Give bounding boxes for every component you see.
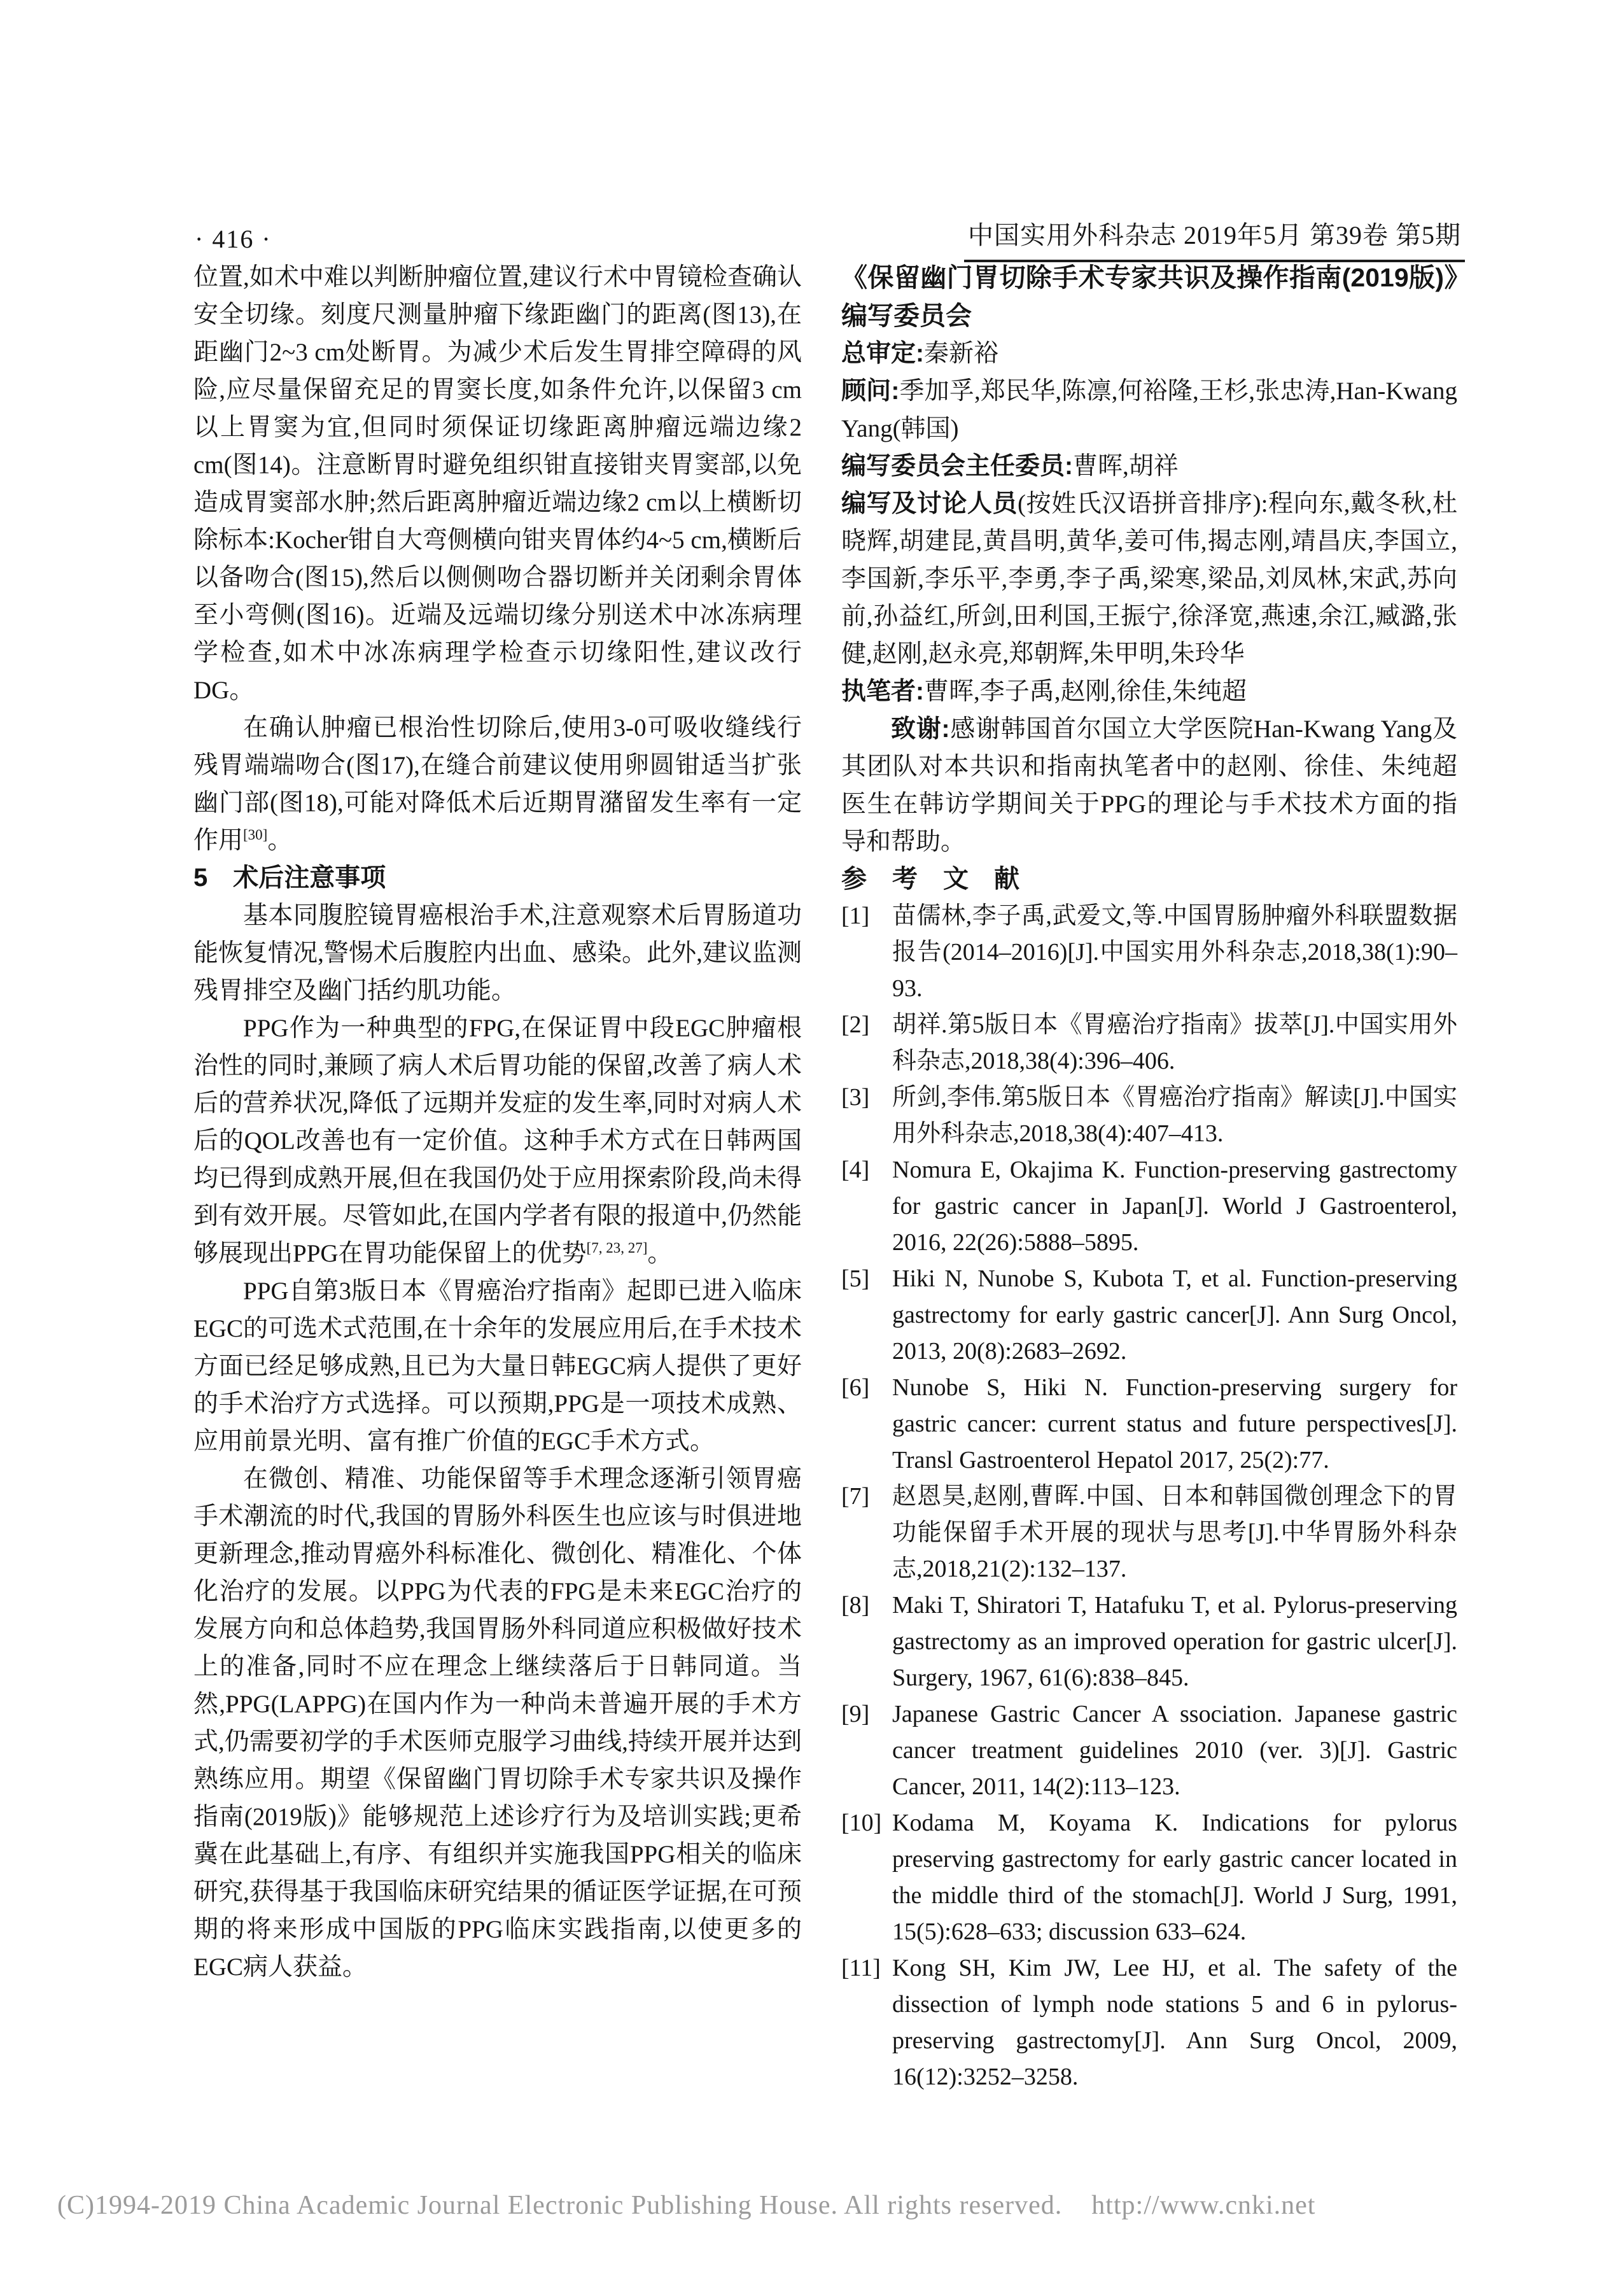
committee-row xyxy=(841,673,1457,710)
committee-row xyxy=(841,372,1457,447)
reference-item xyxy=(841,1587,1457,1696)
body-paragraph: 在微创、精准、功能保留等手术理念逐渐引领胃癌手术潮流的时代,我国的胃肠外科医生也应该与时俱进地更新理念,推动胃癌外科标准化、微创化、精准化、个体化治疗的发展。以PPG为代表的FPG是未来EGC治疗的发展方向和总体趋势,我国胃肠外科同道应积极做好技术上的准备,同时不应在理念上继续落后于日韩同道。当然,PPG(LAPPG)在国内作为一种尚未普遍开展的手术方式,仍需要初学的手术医师克服学习曲线,持续开展并达到熟练应用。期望《保留幽门胃切除手术专家共识及操作指南(2019版)》能够规范上述诊疗行为及培训实践;更希冀在此基础上,有序、有组织并实施我国PPG相关的临床研究,获得基于我国临床研究结果的循证医学证据,在可预期的将来形成中国版的PPG临床实践指南,以使更多的EGC病人获益。 xyxy=(193,1465,802,1981)
committee-row xyxy=(841,710,1457,861)
references-list xyxy=(841,898,1457,2095)
committee-role-label: 编写委员会主任委员: xyxy=(841,453,1073,480)
body-paragraph: 基本同腹腔镜胃癌根治手术,注意观察术后胃肠道功能恢复情况,警惕术后腹腔内出血、感染。此外,建议监测残胃排空及幽门括约肌功能。 xyxy=(193,902,802,1004)
reference-text: Hiki N, Nunobe S, Kubota T, et al. Function-preserving gastrectomy for early gastric cancer[J]. Ann Surg Oncol, 2013, 20(8):2683–2692. xyxy=(892,1265,1457,1365)
reference-text: Maki T, Shiratori T, Hatafuku T, et al. Pylorus-preserving gastrectomy as an improved operation for gastric ulcer[J]. Surgery, 1967, 61(6):838–845. xyxy=(892,1592,1457,1691)
body-paragraph: 在确认肿瘤已根治性切除后,使用3-0可吸收缝线行残胃端端吻合(图17),在缝合前建议使用卵圆钳适当扩张幽门部(图18),可能对降低术后近期胃潴留发生率有一定作用[30]。 xyxy=(193,714,802,854)
committee-row xyxy=(841,447,1457,485)
reference-text: 苗儒林,李子禹,武爱文,等.中国胃肠肿瘤外科联盟数据报告(2014–2016)[J].中国实用外科杂志,2018,38(1):90–93. xyxy=(892,903,1457,1002)
reference-item xyxy=(841,1696,1457,1805)
reference-number: [7] xyxy=(841,1483,870,1510)
right-column xyxy=(841,258,1457,2095)
committee-role-label: 执笔者: xyxy=(841,678,924,705)
citation-superscript: [30] xyxy=(243,827,268,843)
reference-text: 赵恩昊,赵刚,曹晖.中国、日本和韩国微创理念下的胃功能保留手术开展的现状与思考[J].中华胃肠外科杂志,2018,21(2):132–137. xyxy=(892,1483,1457,1582)
page-number: · 416 · xyxy=(195,225,272,253)
committee-names: 秦新裕 xyxy=(924,340,999,367)
committee-row xyxy=(841,335,1457,372)
committee-title: 《保留幽门胃切除手术专家共识及操作指南(2019版)》编写委员会 xyxy=(841,263,1457,330)
reference-number: [9] xyxy=(841,1701,870,1727)
journal-issue-line: 中国实用外科杂志 2019年5月 第39卷 第5期 xyxy=(964,220,1465,262)
reference-text: Kodama M, Koyama K. Indications for pylorus preserving gastrectomy for early gastric cancer located in the middle third of the stomach[J]. World J Surg, 1991, 15(5):628–633; discussion 633–624. xyxy=(892,1810,1457,1945)
body-paragraph: PPG自第3版日本《胃癌治疗指南》起即已进入临床EGC的可选术式范围,在十余年的发展应用后,在手术技术方面已经足够成熟,且已为大量日韩EGC病人提供了更好的手术治疗方式选择。可以预期,PPG是一项技术成熟、应用前景光明、富有推广价值的EGC手术方式。 xyxy=(193,1277,802,1455)
reference-text: 胡祥.第5版日本《胃癌治疗指南》拔萃[J].中国实用外科杂志,2018,38(4):396–406. xyxy=(892,1011,1457,1074)
left-column xyxy=(193,258,802,1986)
reference-item xyxy=(841,1007,1457,1079)
reference-item xyxy=(841,1805,1457,1950)
reference-text: 所剑,李伟.第5版日本《胃癌治疗指南》解读[J].中国实用外科杂志,2018,38(4):407–413. xyxy=(892,1084,1457,1147)
reference-text: Nunobe S, Hiki N. Function-preserving surgery for gastric cancer: current status and future perspectives[J]. Transl Gastroenterol Hepatol 2017, 25(2):77. xyxy=(892,1374,1457,1473)
citation-superscript: [7, 23, 27] xyxy=(586,1240,648,1256)
committee-row xyxy=(841,485,1457,673)
committee-names: 感谢韩国首尔国立大学医院Han-Kwang Yang及其团队对本共识和指南执笔者中的赵刚、徐佳、朱纯超医生在韩访学期间关于PPG的理论与手术技术方面的指导和帮助。 xyxy=(841,715,1457,855)
reference-text: Nomura E, Okajima K. Function-preserving gastrectomy for gastric cancer in Japan[J]. World J Gastroenterol, 2016, 22(26):5888–5895. xyxy=(892,1157,1457,1256)
reference-item xyxy=(841,1079,1457,1152)
committee-names: 季加孚,郑民华,陈凛,何裕隆,王杉,张忠涛,Han-Kwang Yang(韩国) xyxy=(841,377,1457,442)
reference-item xyxy=(841,898,1457,1007)
reference-number: [2] xyxy=(841,1011,870,1038)
committee-names: 曹晖,李子禹,赵刚,徐佳,朱纯超 xyxy=(924,678,1247,705)
committee-role-label: 顾问: xyxy=(841,377,900,405)
reference-item xyxy=(841,1479,1457,1587)
reference-text: Kong SH, Kim JW, Lee HJ, et al. The safety of the dissection of lymph node stations 5 and 6 in pylorus-preserving gastrectomy[J]. Ann Surg Oncol, 2009, 16(12):3252–3258. xyxy=(892,1955,1457,2090)
reference-item xyxy=(841,1370,1457,1479)
committee-names: 曹晖,胡祥 xyxy=(1073,453,1179,480)
reference-number: [6] xyxy=(841,1374,870,1401)
committee-role-label: 致谢: xyxy=(891,715,950,743)
reference-item xyxy=(841,1950,1457,2095)
body-paragraph: PPG作为一种典型的FPG,在保证胃中段EGC肿瘤根治性的同时,兼顾了病人术后胃功能的保留,改善了病人术后的营养状况,降低了远期并发症的发生率,同时对病人术后的QOL改善也有一定价值。这种手术方式在日韩两国均已得到成熟开展,但在我国仍处于应用探索阶段,尚未得到有效开展。尽管如此,在国内学者有限的报道中,仍然能够展现出PPG在胃功能保留上的优势[7, 23, 27]。 xyxy=(193,1015,802,1267)
copyright-footer: (C)1994-2019 China Academic Journal Electronic Publishing House. All rights reserved. http://www.cnki.net xyxy=(57,2191,1316,2220)
committee-names: 程向东,戴冬秋,杜晓辉,胡建昆,黄昌明,黄华,姜可伟,揭志刚,靖昌庆,李国立,李国新,李乐平,李勇,李子禹,梁寒,梁品,刘凤林,宋武,苏向前,孙益红,所剑,田利国,王振宁,徐泽宽,燕速,余江,臧潞,张健,赵刚,赵永亮,郑朝辉,朱甲明,朱玲华 xyxy=(841,490,1457,668)
committee-role-label: 编写及讨论人员 xyxy=(841,490,1018,517)
reference-number: [8] xyxy=(841,1592,870,1619)
committee-role-label: 总审定: xyxy=(841,340,924,367)
references-heading: 参 考 文 献 xyxy=(841,865,1019,893)
reference-number: [4] xyxy=(841,1157,870,1183)
reference-text: Japanese Gastric Cancer A ssociation. Japanese gastric cancer treatment guidelines 2010 (ver. 3)[J]. Gastric Cancer, 2011, 14(2):113–123. xyxy=(892,1701,1457,1800)
body-paragraph: 位置,如术中难以判断肿瘤位置,建议行术中胃镜检查确认安全切缘。刻度尺测量肿瘤下缘距幽门的距离(图13),在距幽门2~3 cm处断胃。为减少术后发生胃排空障碍的风险,应尽量保留充足的胃窦长度,如条件允许,以保留3 cm以上胃窦为宜,但同时须保证切缘距离肿瘤远端边缘2 cm(图14)。注意断胃时避免组织钳直接钳夹胃窦部,以免造成胃窦部水肿;然后距离肿瘤近端边缘2 cm以上横断切除标本:Kocher钳自大弯侧横向钳夹胃体约4~5 cm,横断后以备吻合(图15),然后以侧侧吻合器切断并关闭剩余胃体至小弯侧(图16)。近端及远端切缘分别送术中冰冻病理学检查,如术中冰冻病理学检查示切缘阳性,建议改行DG。 xyxy=(193,264,802,704)
section-heading: 5 术后注意事项 xyxy=(193,864,386,892)
committee-list xyxy=(841,335,1457,861)
reference-item xyxy=(841,1261,1457,1370)
reference-number: [11] xyxy=(841,1955,881,1981)
reference-number: [3] xyxy=(841,1084,870,1111)
reference-number: [10] xyxy=(841,1810,882,1836)
committee-role-note: (按姓氏汉语拼音排序): xyxy=(1017,490,1268,517)
reference-item xyxy=(841,1152,1457,1261)
reference-number: [1] xyxy=(841,903,870,929)
reference-number: [5] xyxy=(841,1265,870,1292)
